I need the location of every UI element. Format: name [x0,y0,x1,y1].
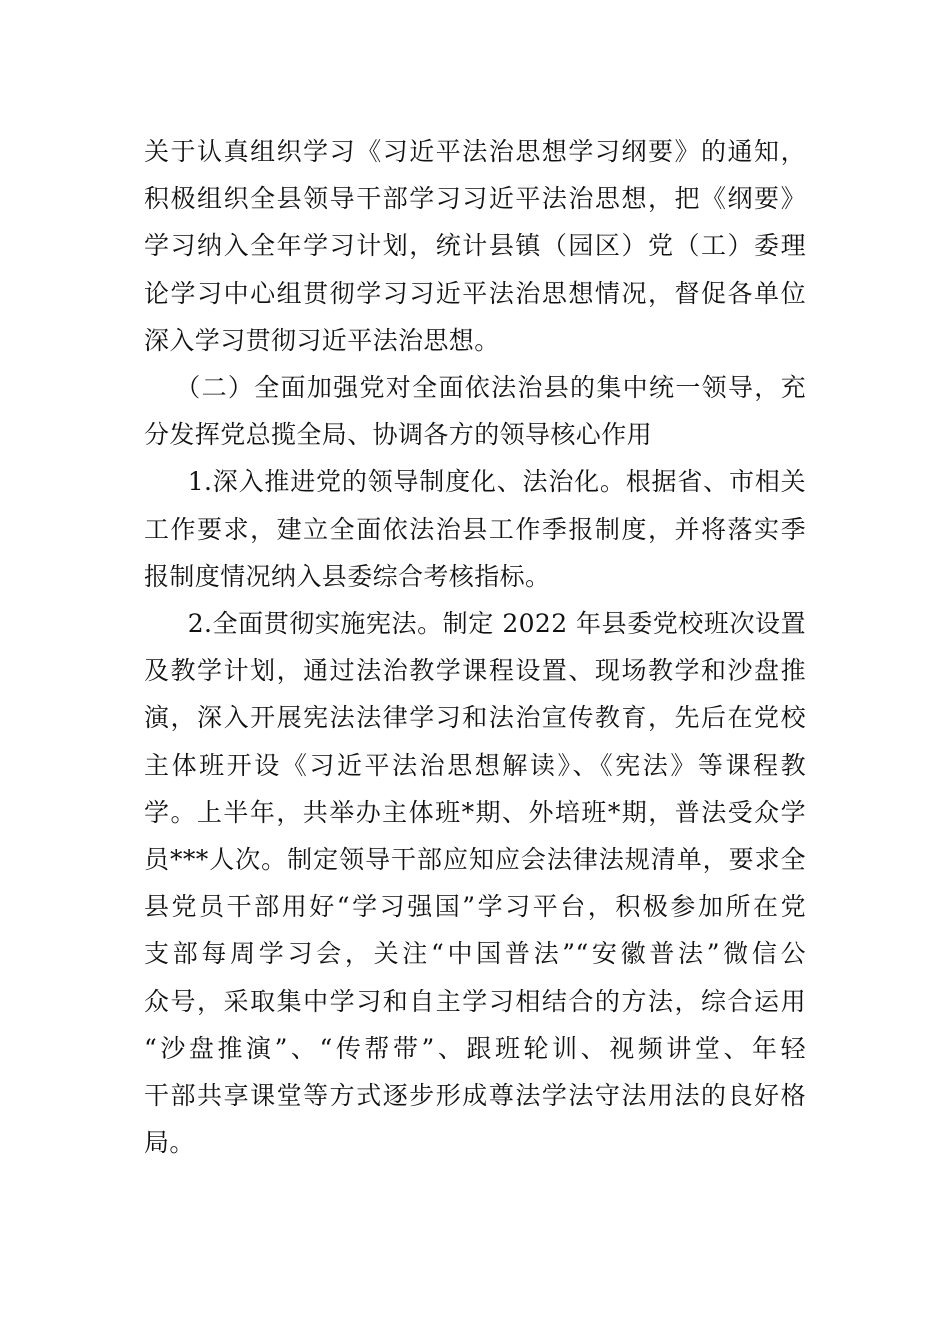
heading-line: 分发挥党总揽全局、协调各方的领导核心作用 [144,420,653,450]
text-line: 干部共享课堂等方式逐步形成尊法学法守法用法的良好格 [144,1081,806,1111]
paragraph-notice-continuation [144,128,806,364]
text-line: 2.全面贯彻实施宪法。制定 2022 年县委党校班次设置 [187,609,806,639]
text-line: 报制度情况纳入县委综合考核指标。 [144,561,551,591]
text-line: 支部每周学习会，关注“中国普法”“安徽普法”微信公 [144,939,806,969]
section-heading-2 [144,364,806,458]
text-line: 局。 [144,1128,195,1158]
text-line: 学习纳入全年学习计划，统计县镇（园区）党（工）委理 [144,231,806,261]
text-line: “沙盘推演”、“传帮带”、跟班轮训、视频讲堂、年轻 [144,1033,806,1063]
text-line: 论学习中心组贯彻学习习近平法治思想情况，督促各单位 [144,278,806,308]
document-body [144,128,806,1166]
paragraph-item-1 [144,458,806,600]
paragraph-item-2 [144,600,806,1166]
text-line: 1.深入推进党的领导制度化、法治化。根据省、市相关 [187,467,806,497]
text-line: 及教学计划，通过法治教学课程设置、现场教学和沙盘推 [144,656,806,686]
text-line: 演，深入开展宪法法律学习和法治宣传教育，先后在党校 [144,703,806,733]
text-line: 关于认真组织学习《习近平法治思想学习纲要》的通知， [144,137,806,166]
text-line: 员***人次。制定领导干部应知应会法律法规清单，要求全 [144,845,806,875]
text-line: 积极组织全县领导干部学习习近平法治思想，把《纲要》 [144,184,806,214]
text-line: 众号，采取集中学习和自主学习相结合的方法，综合运用 [144,986,806,1016]
text-line: 县党员干部用好“学习强国”学习平台，积极参加所在党 [144,892,806,922]
text-line: 工作要求，建立全面依法治县工作季报制度，并将落实季 [144,514,806,544]
heading-line: （二）全面加强党对全面依法治县的集中统一领导，充 [175,373,806,403]
text-line: 主体班开设《习近平法治思想解读》、《宪法》等课程教 [144,750,806,780]
text-line: 深入学习贯彻习近平法治思想。 [144,325,500,355]
text-line: 学。上半年，共举办主体班*期、外培班*期，普法受众学 [144,797,806,827]
